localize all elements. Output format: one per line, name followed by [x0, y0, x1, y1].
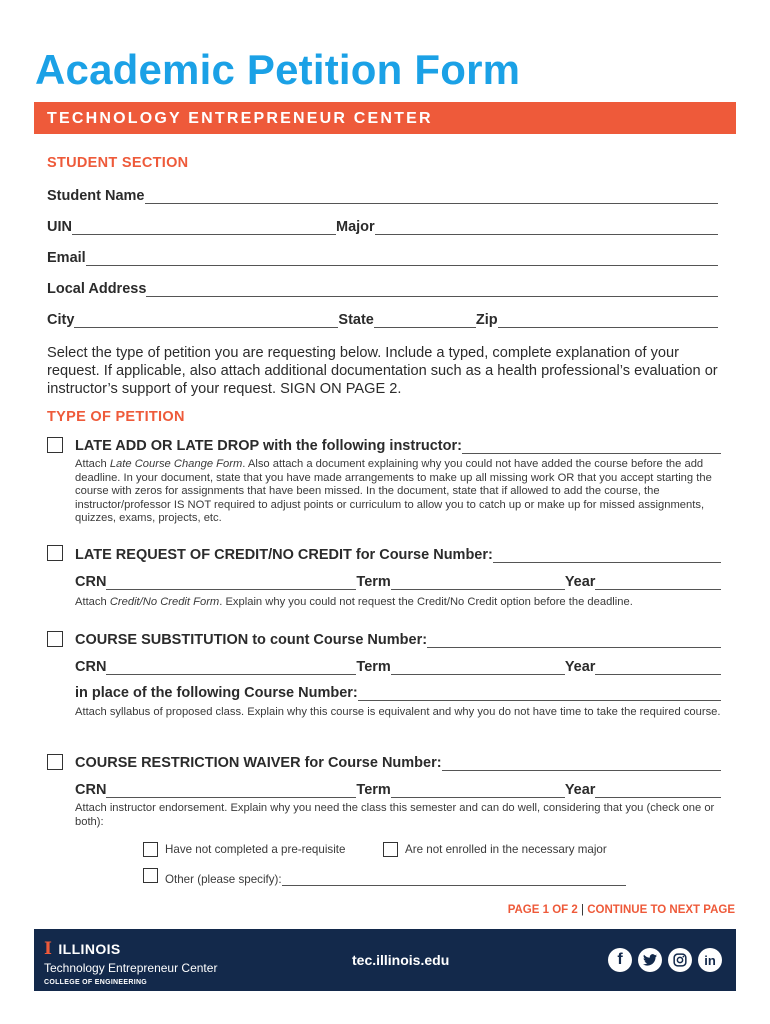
waiver-course-number-field[interactable]	[442, 758, 721, 771]
waiver-row	[75, 753, 721, 771]
address-row	[47, 279, 718, 297]
late-add-drop-checkbox[interactable]	[47, 437, 63, 453]
cnc-crn-field[interactable]	[106, 577, 356, 590]
substitution-checkbox[interactable]	[47, 631, 63, 647]
other-specify-field[interactable]	[282, 875, 626, 886]
major-label: Major	[335, 219, 375, 235]
year-label: Year	[564, 659, 596, 675]
illinois-logo-block	[44, 939, 217, 986]
college-name: COLLEGE OF ENGINEERING	[44, 979, 148, 986]
state-label: State	[338, 312, 374, 328]
late-add-drop-label: LATE ADD OR LATE DROP with the following instructor:	[75, 438, 462, 454]
continue-text: CONTINUE TO NEXT PAGE	[587, 904, 735, 916]
instructor-field[interactable]	[462, 441, 721, 454]
late-add-drop-row	[75, 436, 721, 454]
cnc-course-number-field[interactable]	[493, 550, 721, 563]
center-banner	[34, 102, 736, 134]
page-info	[508, 904, 735, 916]
substitution-label: COURSE SUBSTITUTION to count Course Number:	[75, 632, 428, 648]
sub-term-field[interactable]	[391, 662, 565, 675]
uin-label: UIN	[47, 219, 72, 235]
in-place-row	[75, 683, 721, 701]
waiver-crn-row	[75, 780, 721, 798]
major-checkbox[interactable]	[383, 842, 398, 857]
banner-text: TECHNOLOGY ENTREPRENEUR CENTER	[47, 110, 433, 127]
cnc-year-field[interactable]	[595, 577, 721, 590]
cnc-instructions	[75, 596, 723, 610]
sub-year-field[interactable]	[595, 662, 721, 675]
form-title: Academic Petition Form	[35, 46, 521, 93]
in-place-course-field[interactable]	[358, 688, 721, 701]
major-option-label: Are not enrolled in the necessary major	[405, 843, 607, 856]
linkedin-icon[interactable]: in	[698, 948, 722, 972]
waiver-label: COURSE RESTRICTION WAIVER for Course Number:	[75, 755, 442, 771]
uin-field[interactable]	[72, 222, 336, 235]
sub-course-number-field[interactable]	[427, 635, 721, 648]
crn-label: CRN	[75, 574, 107, 590]
waiver-term-field[interactable]	[391, 785, 565, 798]
attach-rest: . Also attach a document explaining why you could not have added the course before the add deadline. In your document, state that you have made arrangements to make up all missing work OR that you accept starting the course with zeros for assignments that have been missed. In the document, state that if allowed to add the course, the instructor/professor IS NOT required to adjust points or curriculum to allow you to catch up or make up for missed assignments, quizzes, exams, projects, etc.	[75, 458, 712, 524]
term-label: Term	[356, 782, 391, 798]
term-label: Term	[356, 574, 391, 590]
illinois-wordmark	[44, 939, 217, 959]
credit-no-credit-row	[75, 545, 721, 563]
email-field[interactable]	[86, 253, 718, 266]
waiver-year-field[interactable]	[595, 785, 721, 798]
email-row	[47, 248, 718, 266]
petition-type-heading: TYPE OF PETITION	[47, 409, 185, 425]
student-name-label: Student Name	[47, 188, 145, 204]
footer	[34, 929, 736, 991]
cnc-crn-row	[75, 572, 721, 590]
twitter-icon[interactable]	[638, 948, 662, 972]
page-separator: |	[580, 904, 584, 916]
waiver-checkbox[interactable]	[47, 754, 63, 770]
cnc-term-field[interactable]	[391, 577, 565, 590]
waiver-crn-field[interactable]	[106, 785, 356, 798]
block-i-icon: Ⅰ	[44, 939, 53, 959]
email-label: Email	[47, 250, 86, 266]
website-link[interactable]: tec.illinois.edu	[352, 952, 450, 968]
year-label: Year	[564, 574, 596, 590]
state-field[interactable]	[374, 315, 476, 328]
local-address-field[interactable]	[146, 284, 718, 297]
in-place-label: in place of the following Course Number:	[75, 685, 358, 701]
prereq-checkbox[interactable]	[143, 842, 158, 857]
year-label: Year	[564, 782, 596, 798]
substitution-row	[75, 630, 721, 648]
student-name-row	[47, 186, 718, 204]
other-checkbox[interactable]	[143, 868, 158, 883]
page-number: PAGE 1 OF 2	[507, 904, 578, 916]
credit-no-credit-label: LATE REQUEST OF CREDIT/NO CREDIT for Course Number:	[75, 547, 493, 563]
major-field[interactable]	[375, 222, 718, 235]
sub-crn-row	[75, 657, 721, 675]
credit-no-credit-checkbox[interactable]	[47, 545, 63, 561]
local-address-label: Local Address	[47, 281, 147, 297]
attach-rest: . Explain why you could not request the Credit/No Credit option before the deadline.	[219, 596, 633, 608]
instructions-paragraph: Select the type of petition you are requesting below. Include a typed, complete explanation of your request. If applicable, also attach additional documentation such as a health professional’s evaluation or instructor’s support of your request. SIGN ON PAGE 2.	[47, 345, 718, 397]
late-course-change-form-ref: Late Course Change Form	[109, 458, 243, 470]
zip-field[interactable]	[498, 315, 718, 328]
student-name-field[interactable]	[145, 191, 719, 204]
brand-text: ILLINOIS	[58, 941, 121, 957]
substitution-instructions: Attach syllabus of proposed class. Explain why this course is equivalent and why you do not have time to take the required course.	[75, 706, 721, 718]
credit-no-credit-form-ref: Credit/No Credit Form	[109, 596, 220, 608]
crn-label: CRN	[75, 782, 107, 798]
city-field[interactable]	[74, 315, 338, 328]
late-add-drop-instructions	[75, 458, 723, 526]
student-section-heading: STUDENT SECTION	[47, 155, 189, 171]
zip-label: Zip	[475, 312, 498, 328]
other-row	[165, 868, 626, 886]
city-state-zip-row	[47, 310, 718, 328]
instagram-icon[interactable]	[668, 948, 692, 972]
term-label: Term	[356, 659, 391, 675]
attach-prefix: Attach	[75, 458, 110, 470]
attach-prefix: Attach	[75, 596, 110, 608]
city-label: City	[47, 312, 75, 328]
other-option-label: Other (please specify):	[165, 873, 282, 886]
crn-label: CRN	[75, 659, 107, 675]
waiver-instructions: Attach instructor endorsement. Explain why you need the class this semester and can do well, considering that you (check one or both):	[75, 802, 715, 828]
center-name: Technology Entrepreneur Center	[44, 961, 218, 975]
facebook-icon[interactable]: f	[608, 948, 632, 972]
prereq-option-label: Have not completed a pre-requisite	[165, 843, 346, 856]
sub-crn-field[interactable]	[106, 662, 356, 675]
uin-major-row	[47, 217, 718, 235]
